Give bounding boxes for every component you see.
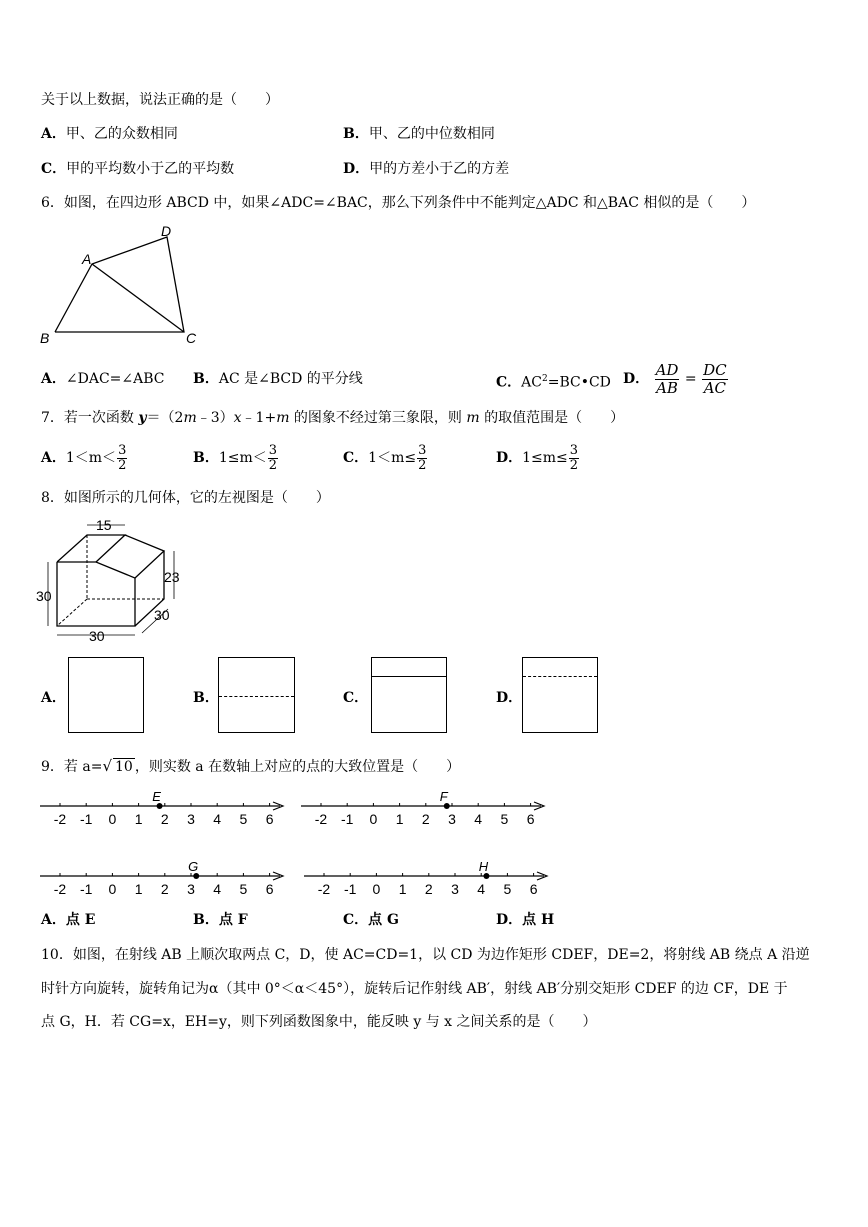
tick-label: -1 [340, 811, 354, 827]
q8-option-b-square [218, 657, 295, 733]
q6-option-b: B．AC 是∠BCD 的平分线 [193, 371, 363, 387]
fig-label-c: C [186, 330, 197, 346]
tick-label: 3 [448, 811, 456, 827]
tick-label: 0 [108, 881, 117, 897]
tick-label: 1 [395, 811, 404, 827]
tick-label: -1 [343, 881, 357, 897]
fig-label-d: D [161, 223, 172, 239]
q6-option-c: C．$AC^2=BC•CD$ [496, 374, 611, 391]
dim-depth: 30 [154, 607, 170, 623]
q9-option-d: D．点 H [496, 912, 555, 928]
tick-label: 6 [529, 881, 538, 897]
tick-label: 4 [474, 811, 483, 827]
q8-option-d-label: D． [496, 690, 523, 706]
dim-right: 23 [164, 569, 180, 585]
tick-label: 1 [398, 881, 407, 897]
q5-option-a: A．甲、乙的众数相同 [41, 126, 178, 142]
tick-label: 4 [213, 881, 222, 897]
q9-option-c: C．点 G [343, 912, 399, 928]
q5-option-d: D．甲的方差小于乙的方差 [343, 161, 510, 177]
q10-line-3: 点 G，H．若 CG=x，EH=y，则下列函数图象中，能反映 y 与 x 之间关系的是（ ） [41, 1014, 597, 1030]
dim-bottom: 30 [89, 628, 105, 644]
fig-label-b: B [40, 330, 50, 346]
tick-label: 5 [503, 881, 512, 897]
tick-label: 0 [369, 811, 378, 827]
dashed-line [219, 696, 294, 697]
q6-quadrilateral-figure [40, 223, 210, 348]
point-label: H [478, 859, 489, 874]
q9-number-line-e [40, 790, 290, 830]
q6-option-a: A．∠DAC=∠ABC [41, 371, 165, 387]
dim-top: 15 [96, 517, 112, 533]
tick-label: -1 [79, 881, 93, 897]
q6-option-d: D． $\frac{AD}{AB}$ = $\frac{DC}{AC}$ [623, 360, 727, 397]
tick-label: 6 [265, 881, 274, 897]
tick-label: 2 [160, 811, 169, 827]
q8-stem: 8．如图所示的几何体，它的左视图是（ ） [41, 490, 330, 506]
q9-option-a: A．点 E [41, 912, 96, 928]
fraction: $\frac{DC}{AC}$ [703, 360, 727, 397]
tick-label: 3 [187, 811, 195, 827]
tick-label: 5 [500, 811, 509, 827]
point-label: G [188, 859, 199, 874]
tick-label: 4 [477, 881, 486, 897]
q9-number-line-f [301, 790, 551, 830]
fraction: $\frac{3}{2}$ [418, 442, 427, 473]
tick-label: 3 [451, 881, 459, 897]
tick-label: 2 [160, 881, 169, 897]
q8-option-b-label: B． [193, 690, 219, 706]
tick-label: 1 [134, 811, 143, 827]
fraction: $\frac{3}{2}$ [268, 442, 278, 473]
tick-label: 0 [372, 881, 381, 897]
q8-option-a-label: A． [41, 690, 66, 706]
q8-option-c-label: C． [343, 690, 369, 706]
tick-label: 6 [265, 811, 274, 827]
tick-label: -2 [53, 881, 67, 897]
tick-label: 5 [239, 881, 248, 897]
q5-option-b: B．甲、乙的中位数相同 [343, 126, 495, 142]
q8-solid-figure [38, 516, 188, 644]
tick-label: 0 [108, 811, 117, 827]
tick-label: 5 [239, 811, 248, 827]
q7-option-d: D．1≤m≤ $\frac{3}{2}$ [496, 442, 579, 473]
tick-label: -2 [317, 881, 331, 897]
q7-option-a: A．1＜m＜ $\frac{3}{2}$ [41, 442, 127, 473]
tick-label: -2 [314, 811, 328, 827]
tick-label: -1 [79, 811, 93, 827]
q6-stem: 6．如图，在四边形 ABCD 中，如果∠ADC=∠BAC，那么下列条件中不能判定△ADC 和△BAC 相似的是（ ） [41, 195, 756, 211]
q10-line-2: 时针方向旋转，旋转角记为α（其中 0°＜α＜45°），旋转后记作射线 AB′，射线 AB′分别交矩形 CDEF 的边 CF，DE 于 [41, 981, 788, 997]
fig-label-a: A [82, 251, 92, 267]
q5-stem: 关于以上数据，说法正确的是（ ） [41, 92, 279, 108]
q8-option-d-square [522, 657, 598, 733]
tick-label: -2 [53, 811, 67, 827]
tick-label: 1 [134, 881, 143, 897]
dim-left: 30 [36, 588, 52, 604]
q9-option-b: B．点 F [193, 912, 248, 928]
q10-line-1: 10．如图，在射线 AB 上顺次取两点 C，D，使 AC=CD=1，以 CD 为边作矩形 CDEF，DE=2，将射线 AB 绕点 A 沿逆 [41, 947, 810, 963]
tick-label: 4 [213, 811, 222, 827]
point-label: F [439, 789, 448, 804]
fraction: $\frac{3}{2}$ [569, 442, 579, 473]
q7-stem: 7．若一次函数 y＝（2m﹣3）x﹣1+m 的图象不经过第三象限，则 m 的取值范围是（ ） [41, 410, 625, 426]
q7-option-b: B．1≤m＜ $\frac{3}{2}$ [193, 442, 278, 473]
tick-label: 6 [526, 811, 535, 827]
tick-label: 2 [421, 811, 430, 827]
q5-option-c: C．甲的平均数小于乙的平均数 [41, 161, 235, 177]
tick-label: 2 [424, 881, 433, 897]
q7-option-c: C．1＜m≤ $\frac{3}{2}$ [343, 442, 427, 473]
fraction: $\frac{AD}{AB}$ [655, 360, 679, 397]
q8-option-c-square [371, 657, 447, 733]
solid-line [372, 676, 446, 677]
dashed-line [523, 676, 597, 677]
q9-number-line-g [40, 860, 290, 900]
fraction: $\frac{3}{2}$ [118, 442, 127, 473]
q9-number-line-h [304, 860, 554, 900]
q9-stem: 9．若 a=√ 10 ，则实数 a 在数轴上对应的点的大致位置是（ ） [41, 757, 461, 775]
q8-option-a-square [68, 657, 144, 733]
point-label: E [152, 789, 161, 804]
tick-label: 3 [187, 881, 195, 897]
